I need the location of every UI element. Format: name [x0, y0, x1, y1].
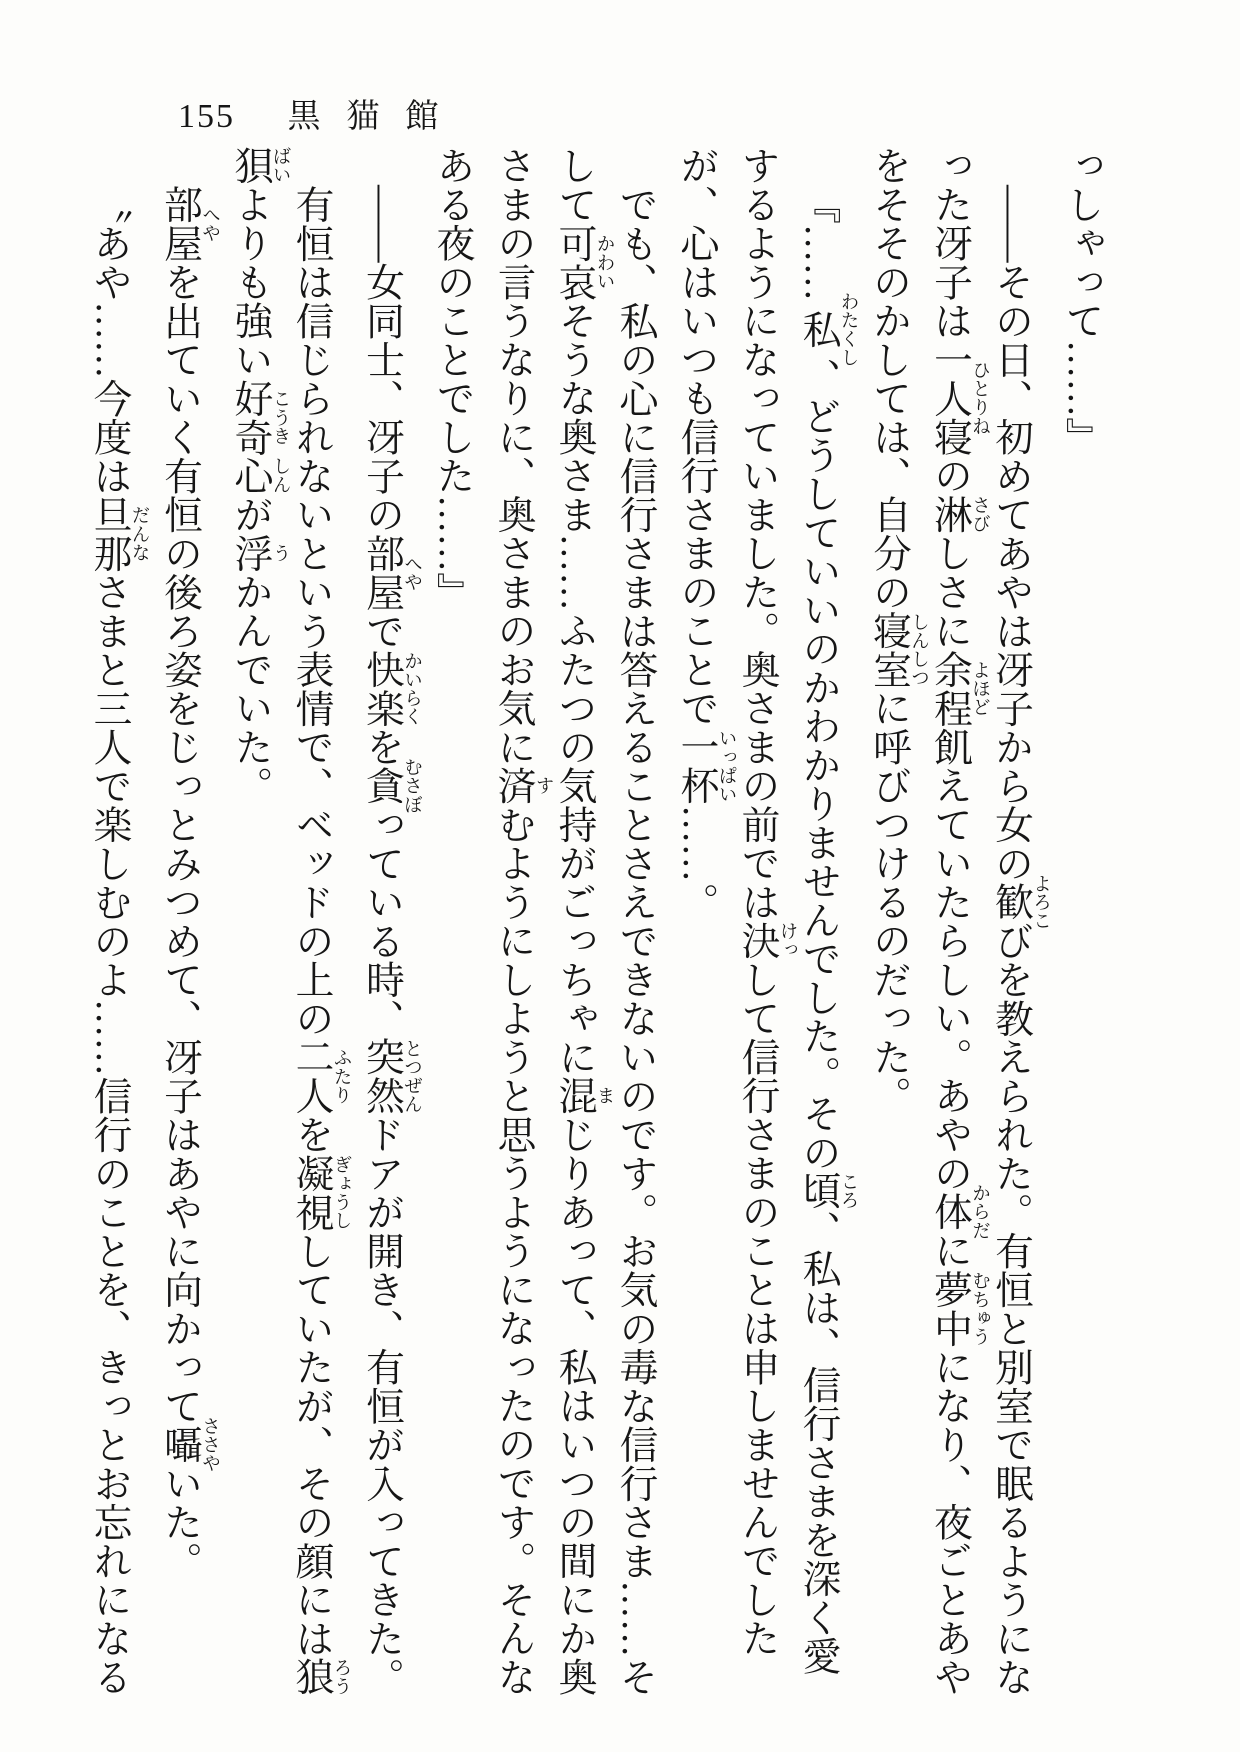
- ruby-annotated-text: 体からだ: [928, 1183, 991, 1240]
- paragraph-4: でも、私の心に信行さまは答えることさえできないのです。お気の毒な信行さま……そして可哀かわいそうな奥さま……ふたつの気持がごっちゃに混まじりあって、私はいつの間にか奥さまの言うなりに、奥さまのお気に済すむようにしようと思うようになったのです。そんなある夜のことでした……』: [431, 146, 657, 1696]
- page-number: 155: [178, 98, 235, 135]
- ruby-annotated-text: 囁ささや: [158, 1416, 221, 1473]
- ruby-annotated-text: 浮う: [229, 533, 291, 573]
- ruby-annotated-text: 狽ばい: [229, 146, 291, 185]
- ruby-annotated-text: 凝視ぎょうし: [290, 1153, 352, 1231]
- book-title: 黒猫館: [287, 99, 465, 135]
- ruby-annotated-text: 私わたくし: [797, 292, 859, 367]
- ruby-annotated-text: 寝室しんしつ: [867, 611, 930, 689]
- ruby-annotated-text: 一人寝ひとりね: [928, 339, 991, 456]
- vertical-text-block: [88, 146, 1112, 1702]
- paragraph-5: ――女同士、冴子の部屋へやで快楽かいらくを貪むさぼっている時、突然とつぜんドアが開き、有恒が入ってきた。: [360, 184, 423, 1696]
- paragraph-3: 『……私わたくし、どうしていいのかわかりませんでした。その頃ころ、私は、信行さまを深く愛するようになっていました。奥さまの前では決けっして信行さまのことは申しませんでしたが、心はいつも信行さまのことで一杯いっぱい……。: [675, 146, 859, 1675]
- ruby-annotated-text: 決けっ: [736, 921, 798, 960]
- paragraph-6: 有恒は信じられないという表情で、ベッドの上の二人ふたりを凝視ぎょうししていたが、その顔には狼ろう狽ばいよりも強い好奇こうき心しんが浮うかんでいた。: [229, 146, 352, 1696]
- ruby-annotated-text: 可哀かわい: [553, 223, 615, 301]
- ruby-annotated-text: 済す: [492, 766, 554, 805]
- ruby-annotated-text: 心しん: [229, 456, 291, 495]
- ruby-annotated-text: 二人ふたり: [290, 1037, 352, 1115]
- ruby-annotated-text: 夢中むちゅう: [928, 1269, 991, 1348]
- ruby-annotated-text: 部屋へや: [360, 533, 423, 611]
- ruby-annotated-text: 旦那だんな: [88, 494, 150, 573]
- paragraph-1: っしゃって……』: [1060, 146, 1103, 456]
- ruby-annotated-text: 部屋へや: [158, 184, 221, 263]
- paragraph-7: 部屋へやを出ていく有恒の後ろ姿をじっとみつめて、冴子はあやに向かって囁ささやいた。: [158, 184, 221, 1580]
- ruby-annotated-text: 快楽かいらく: [360, 649, 423, 728]
- ruby-annotated-text: 淋さび: [928, 494, 991, 534]
- ruby-annotated-text: 突然とつぜん: [360, 1037, 423, 1115]
- paragraph-8: 〝あや……今度は旦那だんなさまと三人で楽しむのよ……信行のことを、きっとお忘れになる: [88, 184, 150, 1696]
- paragraph-2: ――その日、初めてあやは冴子から女の歓よろこびを教えられた。有恒と別室で眠るようになった冴子は一人寝ひとりねの淋さびしさに余程よほど飢えていたらしい。あやの体からだに夢中むちゅうになり、夜ごとあやをそそのかしては、自分の寝室しんしつに呼びつけるのだった。: [867, 146, 1052, 1696]
- ruby-annotated-text: 狼ろう: [290, 1657, 352, 1696]
- ruby-annotated-text: 貪むさぼ: [360, 757, 423, 814]
- ruby-annotated-text: 余程よほど: [928, 649, 991, 728]
- page-header: [178, 90, 465, 137]
- ruby-annotated-text: 歓よろこ: [989, 873, 1052, 930]
- ruby-annotated-text: 好奇こうき: [229, 378, 291, 456]
- ruby-annotated-text: 頃ころ: [797, 1171, 859, 1210]
- ruby-annotated-text: 混ま: [553, 1076, 615, 1115]
- ruby-annotated-text: 一杯いっぱい: [675, 727, 737, 805]
